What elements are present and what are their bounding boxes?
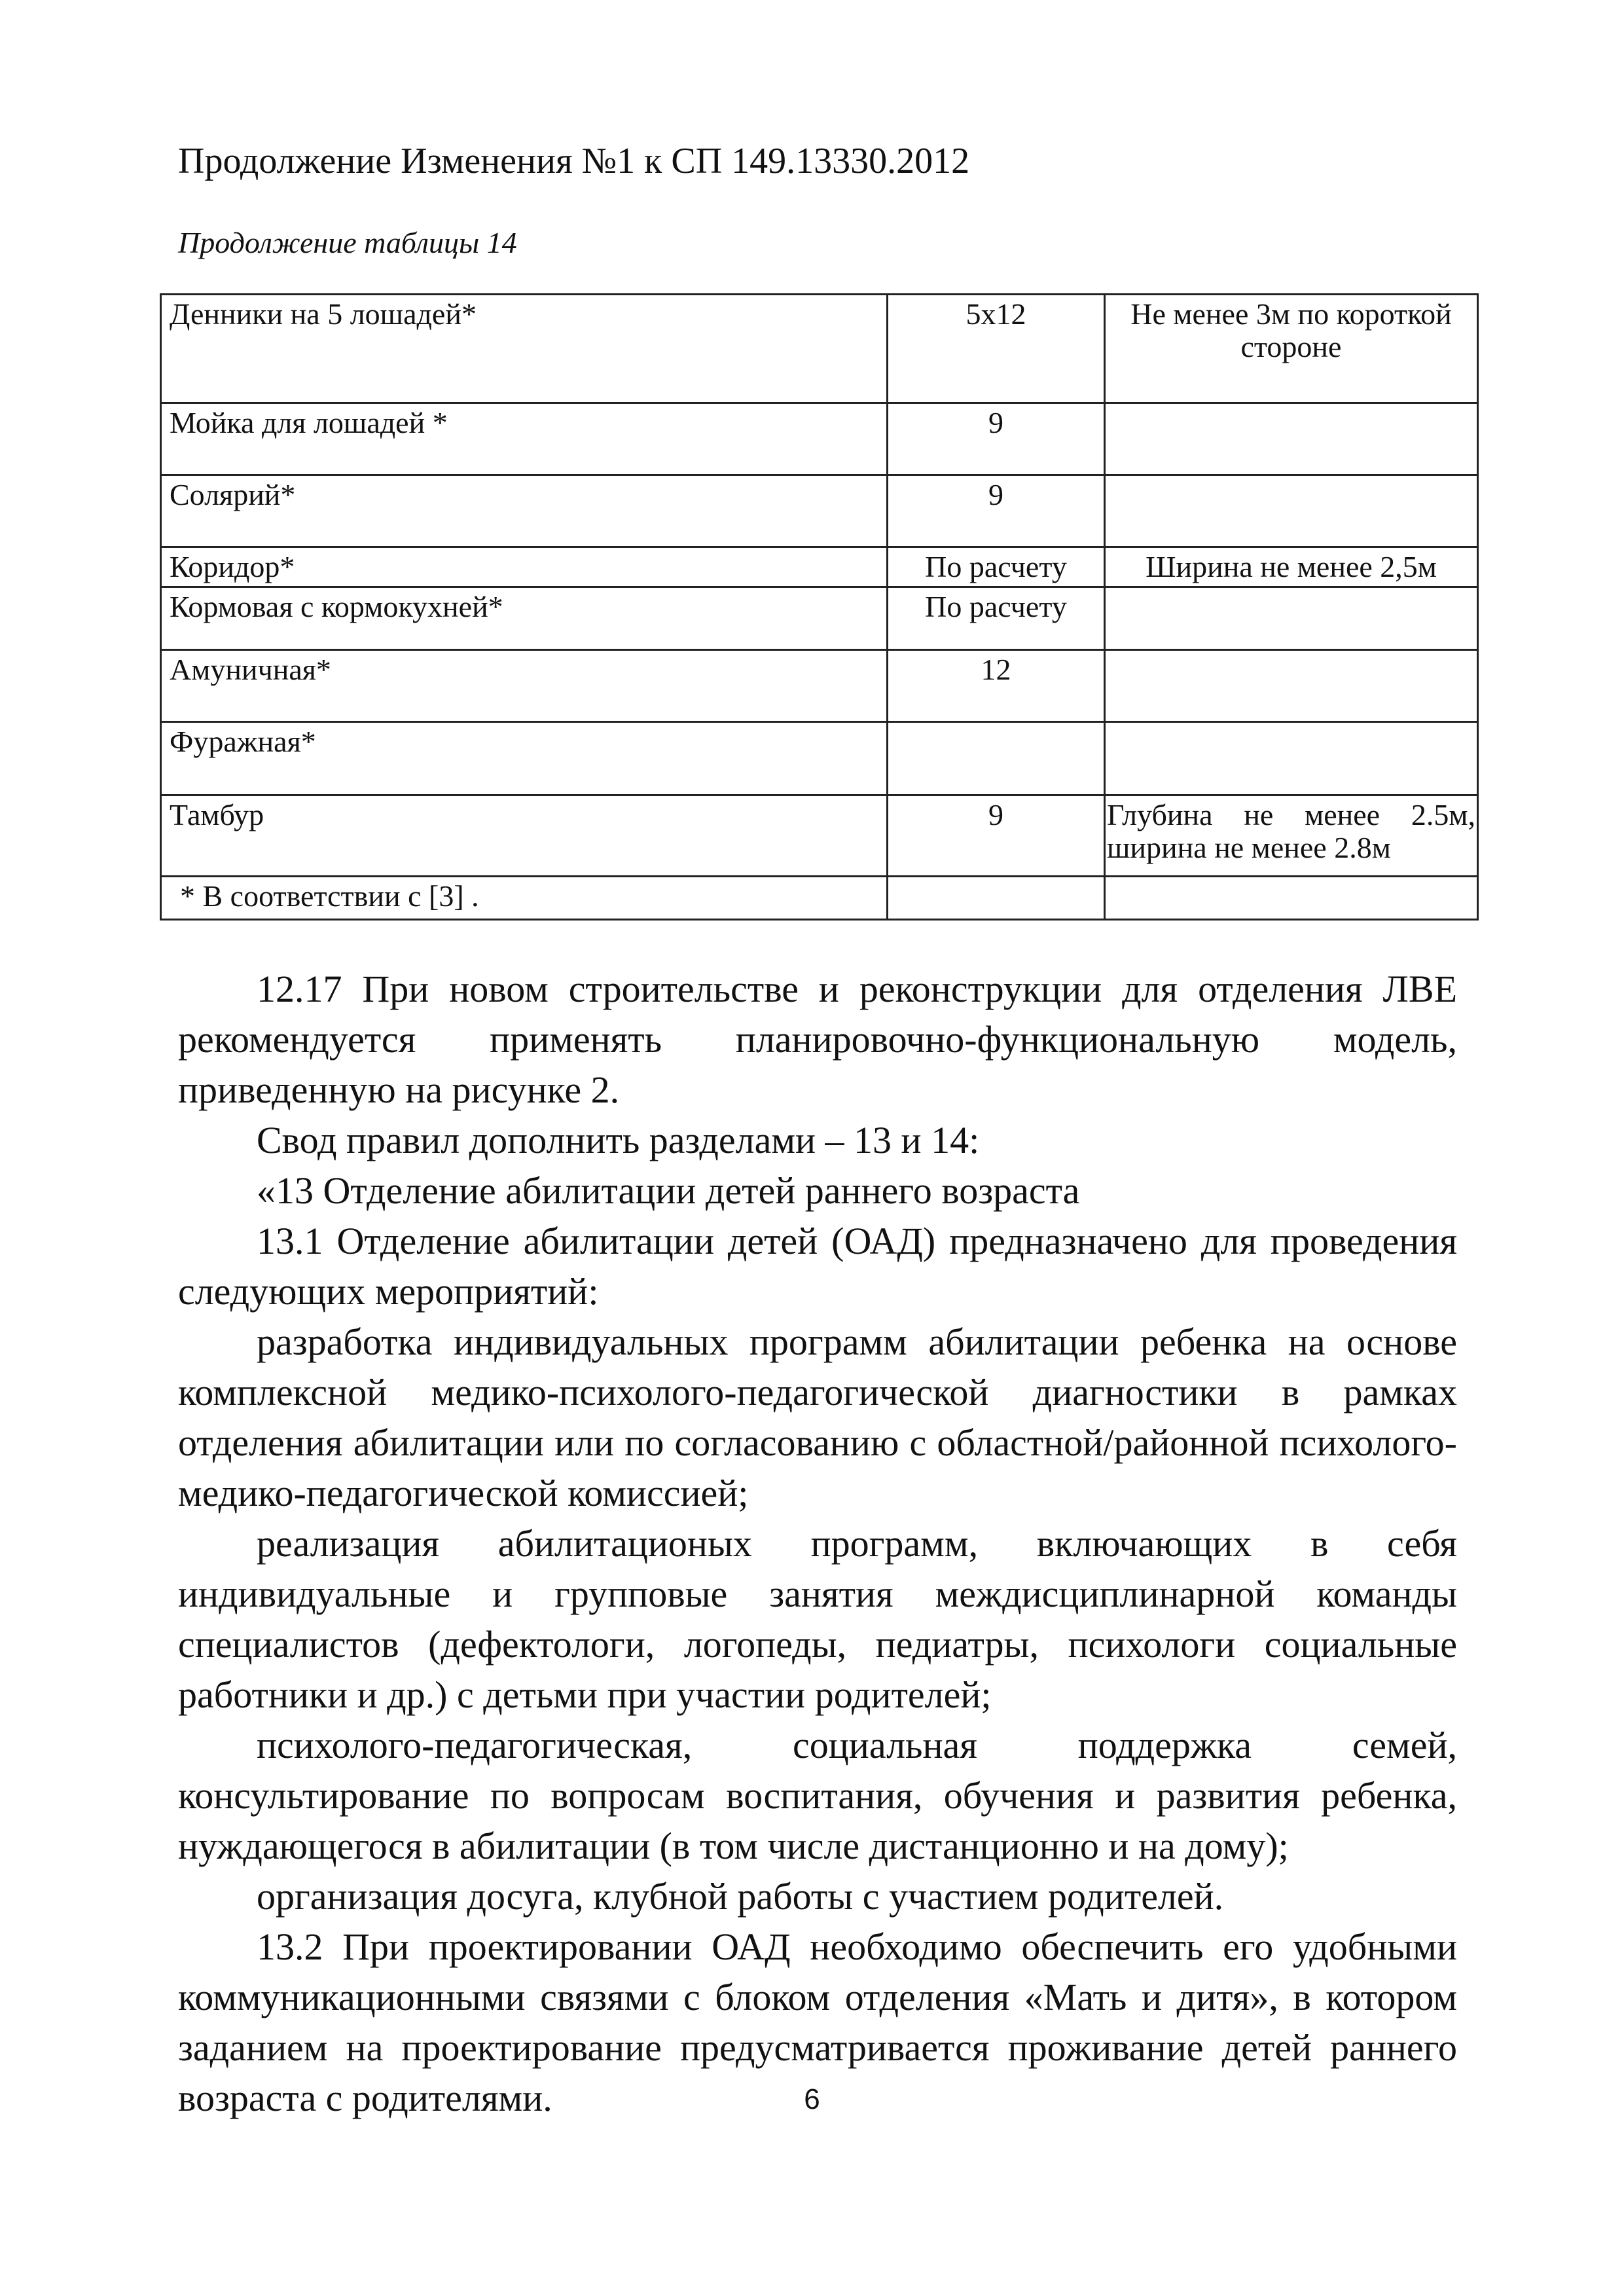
page-number: 6 xyxy=(804,2083,820,2115)
room-note-cell: Ширина не менее 2,5м xyxy=(1105,547,1478,587)
paragraph-13-1: 13.1 Отделение абилитации детей (ОАД) предназначено для проведения следующих мероприятий: xyxy=(178,1220,1457,1313)
room-name-cell: Тамбур xyxy=(161,795,888,877)
table-row xyxy=(161,403,1478,475)
room-name-cell: Солярий* xyxy=(161,475,888,547)
table-caption: Продолжение таблицы 14 xyxy=(178,226,517,259)
room-area-cell: По расчету xyxy=(888,547,1105,587)
section-13-heading: «13 Отделение абилитации детей раннего возраста xyxy=(257,1169,1080,1212)
paragraph-12-17: 12.17 При новом строительстве и реконструкции для отделения ЛВЕ рекомендуется применять планировочно-функциональную модель, приведенную на рисунке 2. xyxy=(178,968,1457,1111)
rooms-table xyxy=(160,293,1479,920)
table-row xyxy=(161,295,1478,403)
room-name-cell: Кормовая с кормокухней* xyxy=(161,587,888,650)
room-name-cell: Денники на 5 лошадей* xyxy=(161,295,888,403)
table-row xyxy=(161,877,1478,920)
room-area-cell xyxy=(888,877,1105,920)
table-footnote-cell: * В соответствии с [3] . xyxy=(161,877,888,920)
table-row xyxy=(161,795,1478,877)
room-note-cell xyxy=(1105,877,1478,920)
room-note-cell xyxy=(1105,722,1478,795)
room-area-cell: 9 xyxy=(888,403,1105,475)
room-name-cell: Амуничная* xyxy=(161,650,888,722)
room-name-cell: Мойка для лошадей * xyxy=(161,403,888,475)
list-item: реализация абилитационых программ, включающих в себя индивидуальные и групповые занятия междисциплинарной команды специалистов (дефектологи, логопеды, педиатры, психологи социальные работники и др.) с детьми при участии родителей; xyxy=(178,1522,1457,1716)
table-row xyxy=(161,587,1478,650)
list-item: организация досуга, клубной работы с участием родителей. xyxy=(257,1875,1224,1918)
room-note-cell xyxy=(1105,650,1478,722)
table-row xyxy=(161,475,1478,547)
table-row xyxy=(161,650,1478,722)
room-note-cell: Не менее 3м по короткой стороне xyxy=(1105,295,1478,403)
list-item: психолого-педагогическая, социальная поддержка семей, консультирование по вопросам воспитания, обучения и развития ребенка, нуждающегося в абилитации (в том числе дистанционно и на дому); xyxy=(178,1724,1457,1867)
document-header: Продолжение Изменения №1 к СП 149.13330.2012 xyxy=(178,141,970,181)
room-note-cell xyxy=(1105,475,1478,547)
room-note-cell: Глубина не менее 2.5м, ширина не менее 2.8м xyxy=(1105,795,1478,877)
room-note-cell xyxy=(1105,587,1478,650)
paragraph-13-2: 13.2 При проектировании ОАД необходимо обеспечить его удобными коммуникационными связями с блоком отделения «Мать и дитя», в котором заданием на проектирование предусматривается проживание детей раннего возраста с родителями. xyxy=(178,1925,1457,2119)
table-row xyxy=(161,547,1478,587)
room-area-cell: 5х12 xyxy=(888,295,1105,403)
paragraph-amendment-intro: Свод правил дополнить разделами – 13 и 14: xyxy=(257,1119,980,1161)
list-item: разработка индивидуальных программ абилитации ребенка на основе комплексной медико-психолого-педагогической диагностики в рамках отделения абилитации или по согласованию с областной/районной психолого-медико-педагогической комиссией; xyxy=(178,1321,1457,1514)
room-area-cell: 9 xyxy=(888,475,1105,547)
room-area-cell: 9 xyxy=(888,795,1105,877)
room-note-cell xyxy=(1105,403,1478,475)
room-area-cell: 12 xyxy=(888,650,1105,722)
table-row xyxy=(161,722,1478,795)
room-name-cell: Фуражная* xyxy=(161,722,888,795)
room-area-cell xyxy=(888,722,1105,795)
room-area-cell: По расчету xyxy=(888,587,1105,650)
body-text xyxy=(178,964,1457,2123)
room-name-cell: Коридор* xyxy=(161,547,888,587)
